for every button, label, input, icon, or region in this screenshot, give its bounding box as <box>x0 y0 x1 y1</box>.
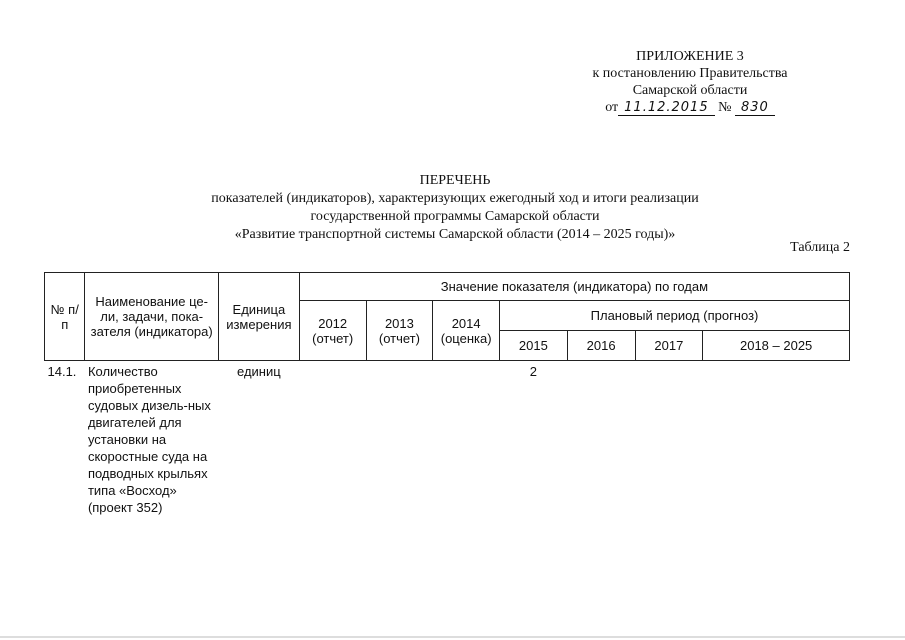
row-2017 <box>635 361 703 519</box>
appendix-block <box>540 48 840 116</box>
header-name: Наименование це-ли, задачи, пока-зателя (индикатора) <box>85 273 218 361</box>
table-row <box>45 361 850 519</box>
row-2013 <box>366 361 433 519</box>
appendix-line1: к постановлению Правительства <box>592 66 788 81</box>
table-caption: Таблица 2 <box>790 240 850 255</box>
header-2013: 2013 (отчет) <box>366 301 433 361</box>
row-num: 14.1. <box>47 364 77 379</box>
row-2016 <box>567 361 635 519</box>
header-2012: 2012 (отчет) <box>299 301 366 361</box>
appendix-title: ПРИЛОЖЕНИЕ 3 <box>636 49 744 64</box>
document-subtitle-1: показателей (индикаторов), характеризующих ежегодный ход и итоги реализации <box>211 191 699 206</box>
row-2012 <box>299 361 366 519</box>
header-2014: 2014 (оценка) <box>433 301 500 361</box>
header-2017: 2017 <box>635 331 703 361</box>
page-bottom-edge <box>0 636 905 638</box>
header-unit: Единица измерения <box>218 273 299 361</box>
header-2018-2025: 2018 – 2025 <box>703 331 850 361</box>
row-2015: 2 <box>529 364 537 379</box>
appendix-date-line <box>540 99 840 116</box>
indicators-table <box>44 272 850 518</box>
handwritten-number: 830 <box>735 100 775 116</box>
number-prefix: № <box>718 100 732 115</box>
header-values-group: Значение показателя (индикатора) по годам <box>299 273 849 301</box>
handwritten-date: 11.12.2015 <box>618 100 714 116</box>
row-2018-2025 <box>703 361 850 519</box>
header-2016: 2016 <box>567 331 635 361</box>
document-title: ПЕРЕЧЕНЬ <box>419 173 491 188</box>
document-title-block <box>150 172 760 244</box>
header-2015: 2015 <box>500 331 568 361</box>
row-unit: единиц <box>237 364 281 379</box>
row-2014 <box>433 361 500 519</box>
appendix-line2: Самарской области <box>632 83 748 98</box>
row-name: Количество приобретенных судовых дизель-ных двигателей для установки на скоростные суда на подводных крыльях типа «Восход» (проект 352) <box>87 364 211 515</box>
from-prefix: от <box>605 100 619 115</box>
document-subtitle-2: государственной программы Самарской области <box>310 209 600 224</box>
document-subtitle-3: «Развитие транспортной системы Самарской области (2014 – 2025 годы)» <box>234 227 676 242</box>
header-plan-group: Плановый период (прогноз) <box>500 301 850 331</box>
header-num: № п/п <box>45 273 85 361</box>
